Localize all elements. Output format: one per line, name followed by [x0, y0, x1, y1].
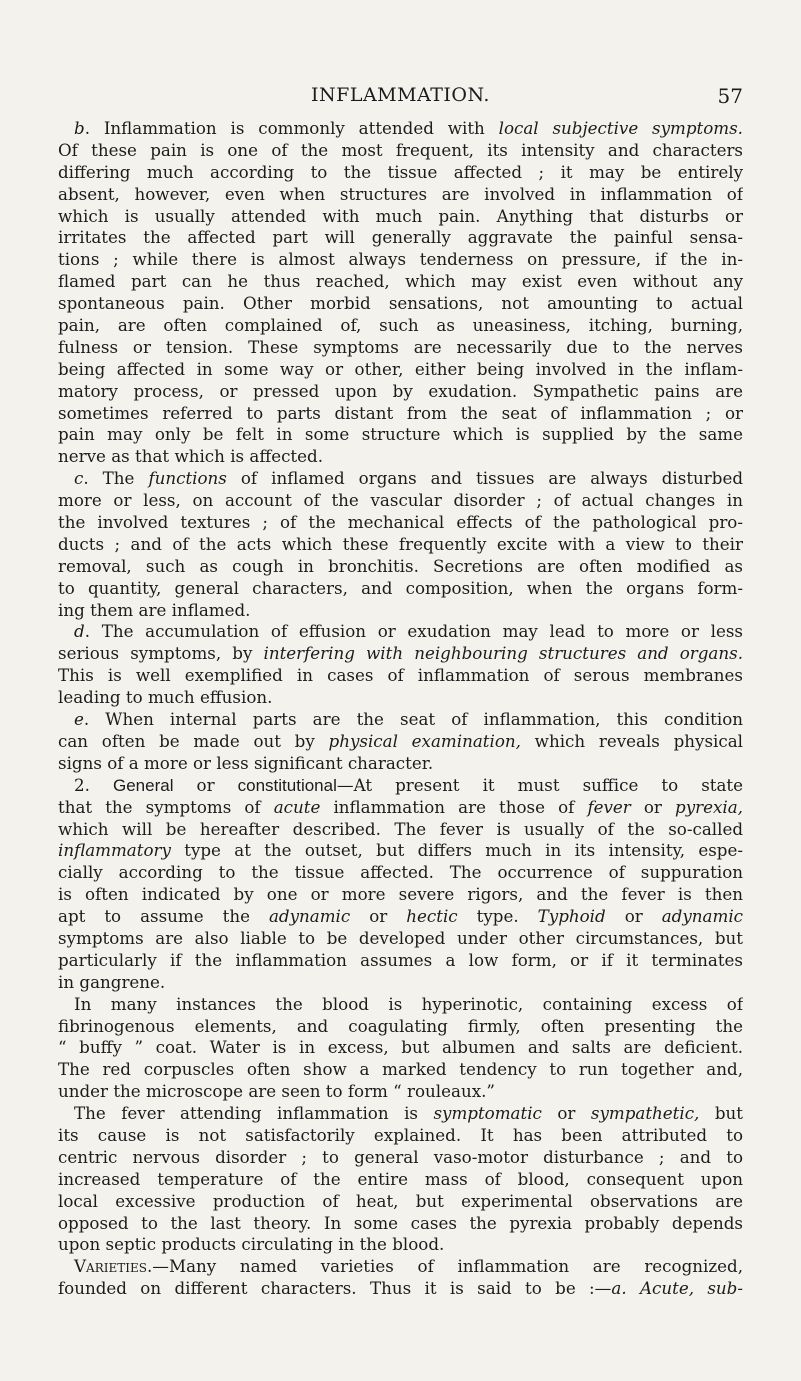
text-line: fibrinogenous elements, and coagulating firmly, often presenting the: [58, 1015, 743, 1036]
text-run: —At present it must suffice to state: [336, 774, 743, 795]
section-heading-general: General: [113, 775, 174, 795]
emphasis: physical examination,: [328, 730, 521, 751]
emphasis: interfering with neighbouring structures and organs.: [263, 643, 743, 664]
text-run: . Inflammation is commonly attended with: [84, 118, 499, 138]
text-line: flamed part can he thus reached, which may exist even without any: [58, 271, 743, 292]
text-line: tions ; while there is almost always tenderness on pressure, if the in-: [58, 249, 743, 270]
emphasis: local subjective symptoms.: [498, 118, 743, 138]
text-line: signs of a more or less significant character.: [58, 752, 434, 773]
text-line: symptoms are also liable to be developed under other circumstances, but: [58, 927, 743, 948]
emphasis: fever: [587, 796, 631, 817]
varieties-heading: Varieties.: [74, 1256, 153, 1277]
text-line: [58, 709, 743, 731]
text-run: or: [541, 1103, 591, 1124]
text-line: pain may only be felt in some structure which is supplied by the same: [58, 424, 743, 445]
body-text: [58, 118, 743, 1300]
text-line: under the microscope are seen to form “ rouleaux.”: [58, 1081, 495, 1102]
text-line: which will be hereafter described. The fever is usually of the so-called: [58, 818, 743, 839]
text-run: type at the outset, but differs much in its intensity, espe-: [170, 840, 743, 861]
text-line: more or less, on account of the vascular disorder ; of actual changes in: [58, 490, 743, 511]
text-run: The fever attending inflammation is: [74, 1103, 434, 1124]
item-label: c: [74, 468, 84, 489]
text-line: ducts ; and of the acts which these frequently excite with a view to their: [58, 533, 743, 554]
text-run: that the symptoms of: [58, 796, 274, 817]
emphasis: pyrexia,: [675, 796, 743, 817]
text-line: irritates the affected part will generally aggravate the painful sensa-: [58, 227, 743, 248]
text-run: . The: [83, 468, 149, 489]
text-run: . The accumulation of effusion or exudation may lead to more or less: [84, 621, 743, 642]
emphasis: Typhoid: [537, 906, 606, 927]
page-number: 57: [717, 84, 743, 108]
text-run: founded on different characters. Thus it is said to be :—: [58, 1278, 612, 1299]
page-header: [0, 84, 801, 114]
text-line: spontaneous pain. Other morbid sensations, not amounting to actual: [58, 293, 743, 314]
text-line: [58, 468, 743, 490]
text-line: [58, 118, 743, 140]
item-label: e: [74, 709, 84, 730]
text-line: [58, 1278, 743, 1300]
text-line: increased temperature of the entire mass of blood, consequent upon: [58, 1168, 743, 1189]
text-run: or: [173, 774, 238, 795]
text-line: leading to much effusion.: [58, 687, 273, 708]
text-line: being affected in some way or other, either being involved in the inflam-: [58, 358, 743, 379]
text-run: of inflamed organs and tissues are always disturbed: [226, 468, 743, 489]
text-line: opposed to the last theory. In some cases the pyrexia probably depends: [58, 1212, 743, 1233]
text-line: This is well exemplified in cases of inflammation of serous membranes: [58, 665, 743, 686]
text-line: matory process, or pressed upon by exudation. Sympathetic pains are: [58, 380, 743, 401]
emphasis: inflammatory: [58, 840, 171, 861]
text-line: to quantity, general characters, and composition, when the organs form-: [58, 577, 743, 598]
emphasis: adynamic: [661, 906, 743, 927]
text-line: which is usually attended with much pain. Anything that disturbs or: [58, 205, 743, 226]
text-line: [58, 731, 743, 753]
text-line: nerve as that which is affected.: [58, 446, 324, 467]
text-line: is often indicated by one or more severe rigors, and the fever is then: [58, 884, 743, 905]
text-line: removal, such as cough in bronchitis. Secretions are often modified as: [58, 555, 743, 576]
text-line: In many instances the blood is hyperinotic, containing excess of: [74, 993, 743, 1014]
text-line: [58, 643, 743, 665]
section-heading-line: [58, 775, 743, 797]
section-number: 2.: [74, 774, 113, 795]
text-line: [58, 840, 743, 862]
text-run: type.: [457, 906, 538, 927]
text-run: or: [605, 906, 662, 927]
text-run: inflammation are those of: [320, 796, 588, 817]
text-line: its cause is not satisfactorily explained. It has been attributed to: [58, 1124, 743, 1145]
section-heading-constitutional: constitutional: [237, 775, 337, 795]
text-run: or: [350, 906, 407, 927]
text-line: upon septic products circulating in the blood.: [58, 1234, 445, 1255]
text-line: the involved textures ; of the mechanical effects of the pathological pro-: [58, 512, 743, 533]
text-line: [58, 1256, 743, 1278]
text-line: absent, however, even when structures are involved in inflammation of: [58, 183, 743, 204]
text-line: [58, 906, 743, 928]
emphasis: sympathetic,: [590, 1103, 700, 1124]
text-line: in gangrene.: [58, 971, 166, 992]
text-run: can often be made out by: [58, 730, 329, 751]
text-line: fulness or tension. These symptoms are necessarily due to the nerves: [58, 336, 743, 357]
text-run: serious symptoms, by: [58, 643, 264, 664]
text-line: [58, 621, 743, 643]
text-run: or: [630, 796, 676, 817]
text-line: local excessive production of heat, but experimental observations are: [58, 1190, 743, 1211]
text-line: [58, 1103, 743, 1125]
text-run: which reveals physical: [520, 730, 743, 751]
emphasis: adynamic: [268, 906, 351, 927]
text-line: sometimes referred to parts distant from the seat of inflammation ; or: [58, 402, 743, 423]
text-line: Of these pain is one of the most frequent, its intensity and characters: [58, 139, 743, 160]
emphasis: acute: [273, 796, 321, 817]
text-line: ing them are inflamed.: [58, 599, 251, 620]
emphasis: functions: [148, 468, 227, 489]
item-label: d: [74, 621, 85, 642]
text-line: centric nervous disorder ; to general vaso-motor disturbance ; and to: [58, 1146, 743, 1167]
running-title: INFLAMMATION.: [311, 84, 490, 106]
text-line: “ buffy ” coat. Water is in excess, but albumen and salts are deficient.: [58, 1037, 743, 1058]
text-line: The red corpuscles often show a marked tendency to run together and,: [58, 1059, 743, 1080]
emphasis: a. Acute, sub-: [611, 1278, 743, 1299]
text-run: . When internal parts are the seat of inflammation, this condition: [83, 709, 743, 730]
item-label: b: [74, 118, 85, 138]
text-run: apt to assume the: [58, 906, 269, 927]
emphasis: symptomatic: [433, 1103, 542, 1124]
text-run: but: [699, 1103, 743, 1124]
text-run: —Many named varieties of inflammation are recognized,: [152, 1256, 743, 1277]
text-line: pain, are often complained of, such as uneasiness, itching, burning,: [58, 315, 743, 336]
text-line: particularly if the inflammation assumes a low form, or if it terminates: [58, 949, 743, 970]
text-line: cially according to the tissue affected. The occurrence of suppuration: [58, 862, 743, 883]
text-line: [58, 797, 743, 819]
text-line: differing much according to the tissue affected ; it may be entirely: [58, 161, 743, 182]
emphasis: hectic: [406, 906, 458, 927]
